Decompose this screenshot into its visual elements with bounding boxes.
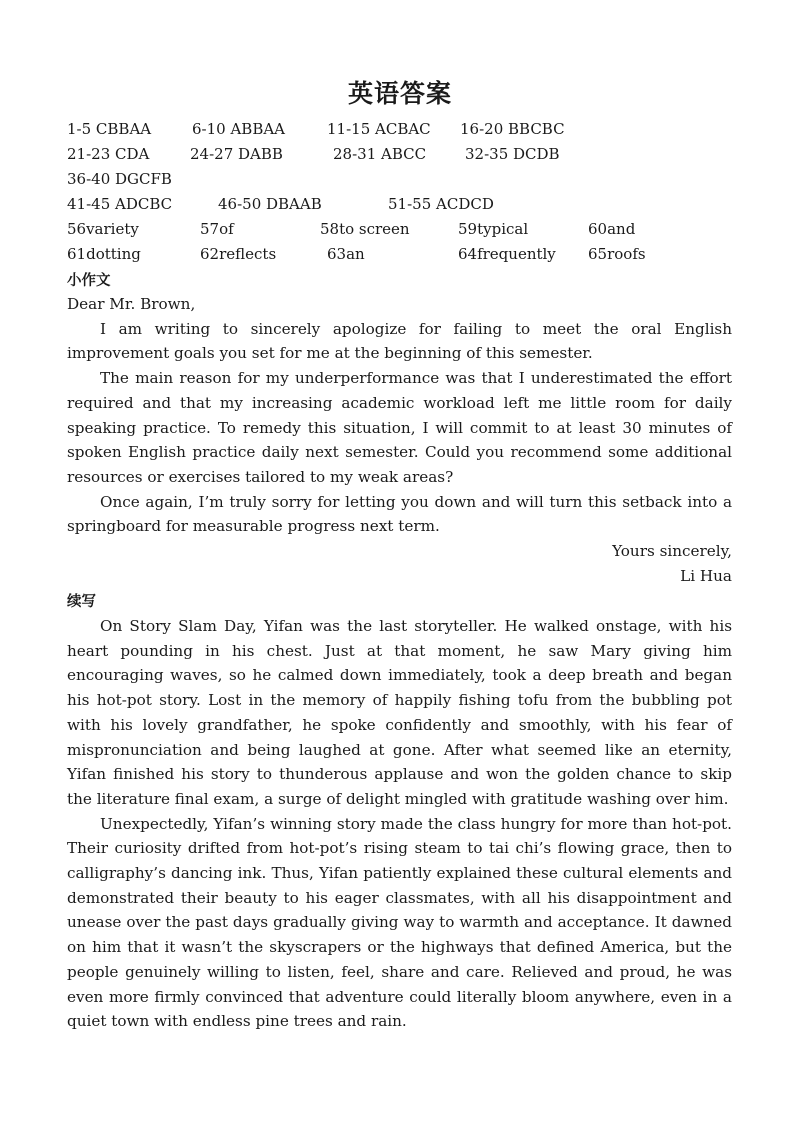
story-paragraph: On Story Slam Day, Yifan was the last storyteller. He walked onstage, with his heart pounding in his chest. Just at that moment, he saw Mary giving him encouraging waves, so he calmed down immediately, took a deep breath and began his hot-pot story. Lost in the memory of happily fishing tofu from the bubbling pot with his lovely grandfather, he spoke confidently and smoothly, with his fear of mispronunciation and being laughed at gone. After what seemed like an eternity, Yifan finished his story to thunderous applause and won the golden chance to skip the literature final exam, a surge of delight mingled with gratitude washing over him. bbox=[67, 617, 732, 808]
answer-group: 51-55 ACDCD bbox=[388, 195, 494, 213]
letter-paragraph: I am writing to sincerely apologize for failing to meet the oral English improvement goals you set for me at the beginning of this semester. bbox=[67, 319, 732, 363]
answer-row-4 bbox=[0, 195, 800, 220]
answer-row-2 bbox=[0, 145, 800, 170]
answer-word: 58to screen bbox=[320, 220, 410, 238]
answer-group: 32-35 DCDB bbox=[465, 145, 560, 163]
page-title: 英语答案 bbox=[347, 79, 452, 108]
letter-paragraph: Once again, I’m truly sorry for letting you down and will turn this setback into a springboard for measurable progress next term. bbox=[67, 492, 732, 536]
letter-body bbox=[67, 292, 732, 588]
answer-word: 59typical bbox=[458, 220, 529, 238]
answer-word: 62reflects bbox=[200, 245, 277, 263]
answer-group: 28-31 ABCC bbox=[333, 145, 427, 163]
letter-salutation: Dear Mr. Brown, bbox=[67, 295, 196, 313]
answer-group: 21-23 CDA bbox=[67, 145, 150, 163]
answer-row-3 bbox=[0, 170, 800, 195]
letter-paragraph: The main reason for my underperformance was that I underestimated the effort required and that my increasing academic workload left me little room for daily speaking practice. To remedy this situation, I will commit to at least 30 minutes of spoken English practice daily next semester. Could you recommend some additional resources or exercises tailored to my weak areas? bbox=[67, 369, 732, 486]
answer-group: 46-50 DBAAB bbox=[218, 195, 322, 213]
answer-group: 24-27 DABB bbox=[190, 145, 283, 163]
answer-word: 56variety bbox=[67, 220, 139, 238]
answer-group: 36-40 DGCFB bbox=[67, 170, 172, 188]
letter-signature: Li Hua bbox=[680, 566, 732, 585]
continuation-body bbox=[67, 614, 732, 1034]
answer-word: 65roofs bbox=[588, 245, 646, 263]
letter-closing: Yours sincerely, bbox=[612, 542, 732, 561]
answer-group: 16-20 BBCBC bbox=[460, 120, 565, 138]
answer-row-5 bbox=[0, 220, 800, 245]
answer-word: 57of bbox=[200, 220, 234, 238]
answer-group: 6-10 ABBAA bbox=[192, 120, 286, 138]
answer-word: 60and bbox=[588, 220, 636, 238]
answer-word: 64frequently bbox=[458, 245, 556, 263]
answer-group: 41-45 ADCBC bbox=[67, 195, 173, 213]
section-heading-letter: 小作文 bbox=[67, 273, 111, 289]
section-heading-continuation: 续写 bbox=[67, 594, 96, 610]
answer-row-6 bbox=[0, 245, 800, 270]
answer-group: 1-5 CBBAA bbox=[67, 120, 152, 138]
answer-word: 61dotting bbox=[67, 245, 141, 263]
answer-group: 11-15 ACBAC bbox=[327, 120, 431, 138]
answer-row-1 bbox=[0, 120, 800, 145]
story-paragraph: Unexpectedly, Yifan’s winning story made the class hungry for more than hot-pot. Their curiosity drifted from hot-pot’s rising steam to tai chi’s flowing grace, then to calligraphy’s dancing ink. Thus, Yifan patiently explained these cultural elements and demonstrated their beauty to his eager classmates, with all his disappointment and unease over the past days gradually giving way to warmth and acceptance. It dawned on him that it wasn’t the skyscrapers or the highways that defined America, but the people genuinely willing to listen, feel, share and care. Relieved and proud, he was even more firmly convinced that adventure could literally bloom anywhere, even in a quiet town with endless pine trees and rain. bbox=[67, 814, 732, 1031]
answer-word: 63an bbox=[327, 245, 365, 263]
